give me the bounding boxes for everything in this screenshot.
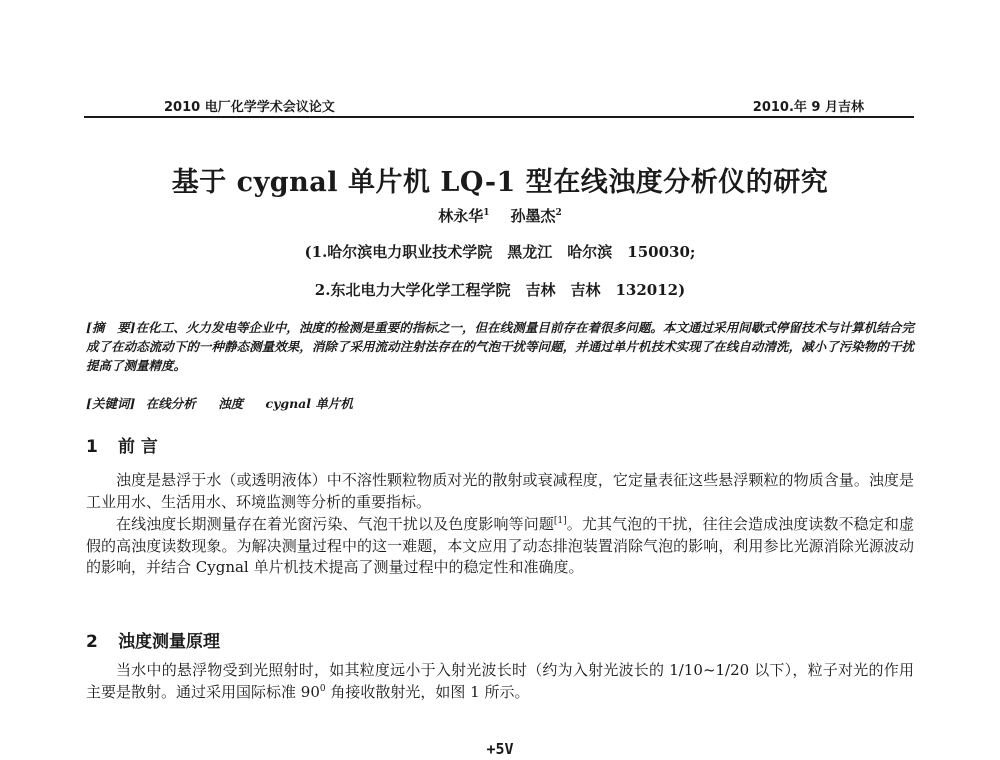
- affiliation-2: 2.东北电力大学化学工程学院 吉林 吉林 132012): [314, 281, 686, 299]
- section-number: 2: [86, 632, 98, 652]
- paragraph-text: 当水中的悬浮物受到光照射时，如其粒度远小于入射光波长时（约为入射光波长的 1/10~1/20 以下），粒子对光的作用主要是散射。通过采用国际标准 90: [86, 661, 914, 701]
- paper-title: 基于 cygnal 单片机 LQ-1 型在线浊度分析仪的研究: [171, 167, 829, 198]
- author-2-affil-mark: 2: [555, 208, 562, 218]
- paragraph-text: 在线浊度长期测量存在着光窗污染、气泡干扰以及色度影响等问题: [116, 515, 554, 533]
- author-1-affil-mark: 1: [483, 208, 490, 218]
- keyword-item: 浊度: [218, 396, 244, 411]
- section-1-paragraph-1: 浊度是悬浮于水（或透明液体）中不溶性颗粒物质对光的散射或衰减程度，它定量表征这些悬浮颗粒的物质含量。浊度是工业用水、生活用水、环境监测等分析的重要指标。: [86, 471, 914, 511]
- citation-ref: [1]: [553, 516, 567, 526]
- keywords-label: [关键词]: [86, 396, 136, 411]
- author-1: 林永华: [438, 207, 484, 225]
- author-2: 孙墨杰: [510, 207, 556, 225]
- running-head: [84, 94, 914, 118]
- abstract: [86, 318, 914, 375]
- abstract-label: [摘 要]: [86, 320, 136, 335]
- section-2-paragraph-1: [86, 660, 914, 703]
- page-number: +5V: [486, 740, 514, 758]
- section-heading-1: [86, 432, 158, 457]
- section-number: 1: [86, 437, 98, 457]
- section-heading-2: [86, 627, 220, 652]
- paragraph-text: 角接收散射光，如图 1 所示。: [325, 682, 530, 701]
- abstract-text: 在化工、火力发电等企业中，浊度的检测是重要的指标之一，但在线测量目前存在着很多问题。本文通过采用间歇式停留技术与计算机结合完成了在动态流动下的一种静态测量效果，消除了采用流动注射法存在的气泡干扰等问题，并通过单片机技术实现了在线自动清洗，减小了污染物的干扰提高了测量精度。: [86, 320, 914, 373]
- author-line: [0, 205, 1000, 226]
- affiliation-1: (1.哈尔滨电力职业技术学院 黑龙江 哈尔滨 150030;: [304, 243, 696, 261]
- keyword-item: 在线分析: [145, 396, 196, 411]
- keyword-item: cygnal 单片机: [265, 396, 353, 411]
- section-title: 前 言: [118, 437, 158, 457]
- section-title: 浊度测量原理: [118, 632, 220, 652]
- paragraph-text: 。尤其气泡的干扰，往往会造成浊度读数不稳定和虚假的高浊度读数现象。为解决测量过程中的这一难题，本文应用了动态排泡装置消除气泡的影响，利用参比光源消除光源波动的影响，并结合 Cygnal 单片机技术提高了测量过程中的稳定性和准确度。: [86, 515, 914, 576]
- section-1-paragraph-2: [86, 514, 914, 579]
- running-head-right: 2010.年 9 月吉林: [752, 100, 864, 115]
- degree-superscript: 0: [319, 683, 326, 694]
- running-head-left: 2010 电厂化学学术会议论文: [164, 100, 335, 115]
- keywords: [86, 394, 914, 412]
